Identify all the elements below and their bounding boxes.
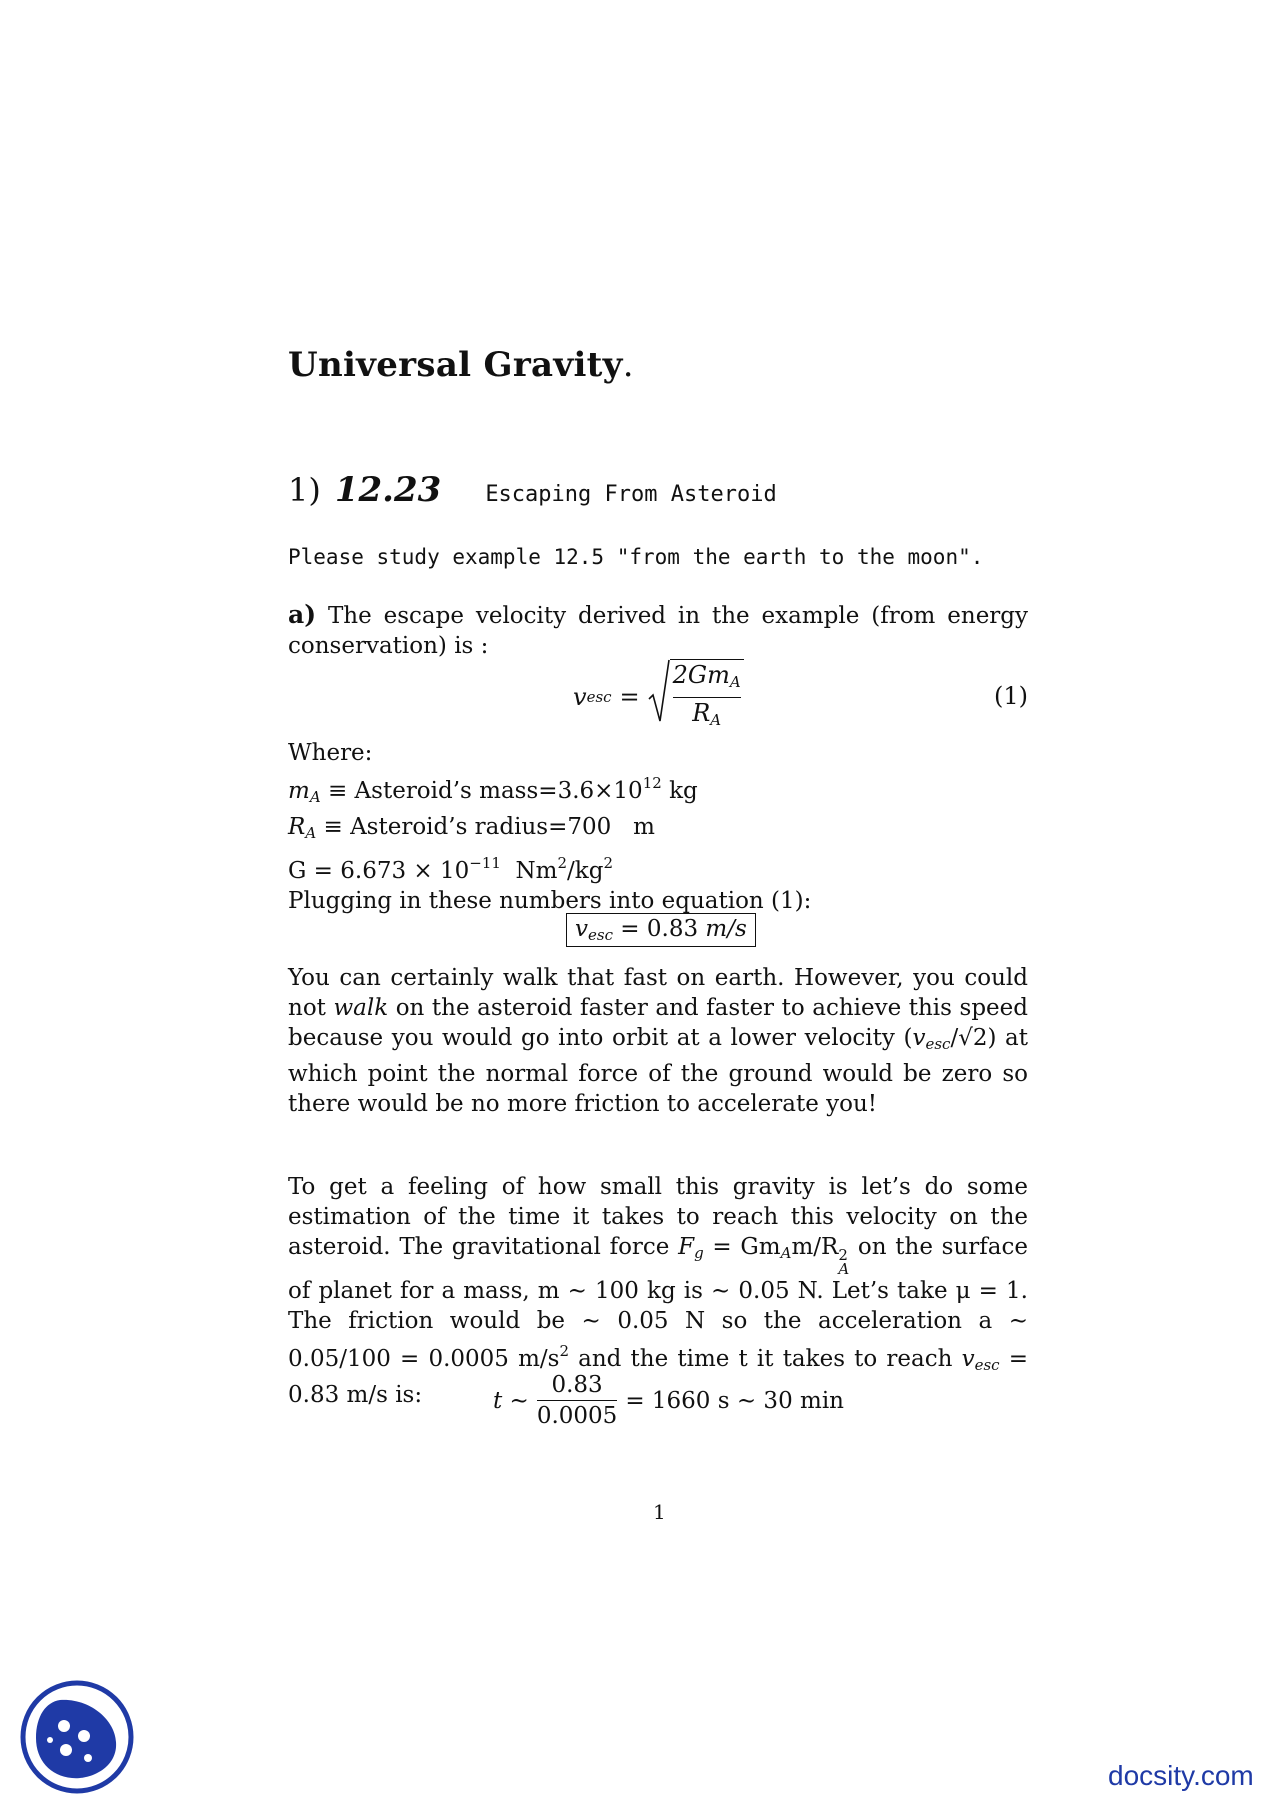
square-root [648, 659, 744, 735]
equation-time: t ∼ $\frac{0.83}{0.0005}$ = 1660 s ∼ 30 min [493, 1372, 844, 1429]
fraction: $\frac{2Gm_A}{R_A}$ [672, 661, 741, 729]
orbit-explanation: You can certainly walk that fast on earth. However, you could not walk on the asteroid faster and faster to achieve this speed because you would go into orbit at a lower velocity $(v_{esc}/√2)$ at which point the normal force of the ground would be zero so there would be no more friction to accelerate you! [288, 965, 1029, 1117]
study-note: Please study example 12.5 "from the earth to the moon". [288, 545, 984, 569]
result-box: $v_{esc} = 0.83$ m/s [566, 913, 756, 947]
docsity-logo-icon [20, 1680, 135, 1795]
equation-number: (1) [994, 682, 1028, 710]
page-number: 1 [653, 1500, 666, 1524]
docsity-watermark[interactable]: docsity.com [1108, 1760, 1254, 1791]
definitions-block: Where: $m_A$ ≡ Asteroid’s $mass=3.6\times 10^{12}$ kg $R_A$ ≡ Asteroid’s radius=700 m $G = 6.673 \times 10^{-11}$ $Nm^2/kg^2$ Plugging in these numbers into equation (1): [288, 740, 812, 914]
time-fraction: $\frac{0.83}{0.0005}$ [536, 1372, 618, 1429]
problem-heading [288, 470, 777, 510]
part-a-intro: a) The escape velocity derived in the example (from energy conservation) is : [288, 600, 1029, 659]
problem-code: 12.23 [334, 470, 442, 510]
equation-1: v esc = $\frac{2Gm_A}{R_A}$ (1) [288, 662, 1028, 732]
gravitational-constant: $G = 6.673 \times 10^{-11}$ $Nm^2/kg^2$ [288, 854, 614, 884]
radius-definition: $R_A$ ≡ Asteroid’s radius=700 m [288, 814, 655, 842]
part-a-label: a) [288, 600, 317, 629]
problem-number: 1) [288, 471, 321, 509]
radical-sign-icon [648, 659, 670, 725]
page-title: Universal Gravity. [288, 345, 634, 385]
mass-definition: $m_A$ ≡ Asteroid’s $mass=3.6\times 10^{12}$ kg [288, 774, 698, 806]
estimation-paragraph: To get a feeling of how small this gravity is let’s do some estimation of the time it takes to reach this velocity on the asteroid. The gravitational force $F_g = Gm_Am/R$ 2 A on the surface of planet for a mass, m ∼ 100 kg is ∼ 0.05 N. Let’s take μ = 1. The friction would be ∼ 0.05 N so the acceleration a ∼ 0.05/100 = 0.0005 $m/s^2$ and the time t it takes to reach $v_{esc} = 0.83$ m/s is: [288, 1174, 1028, 1408]
problem-title: Escaping From Asteroid [485, 482, 777, 507]
